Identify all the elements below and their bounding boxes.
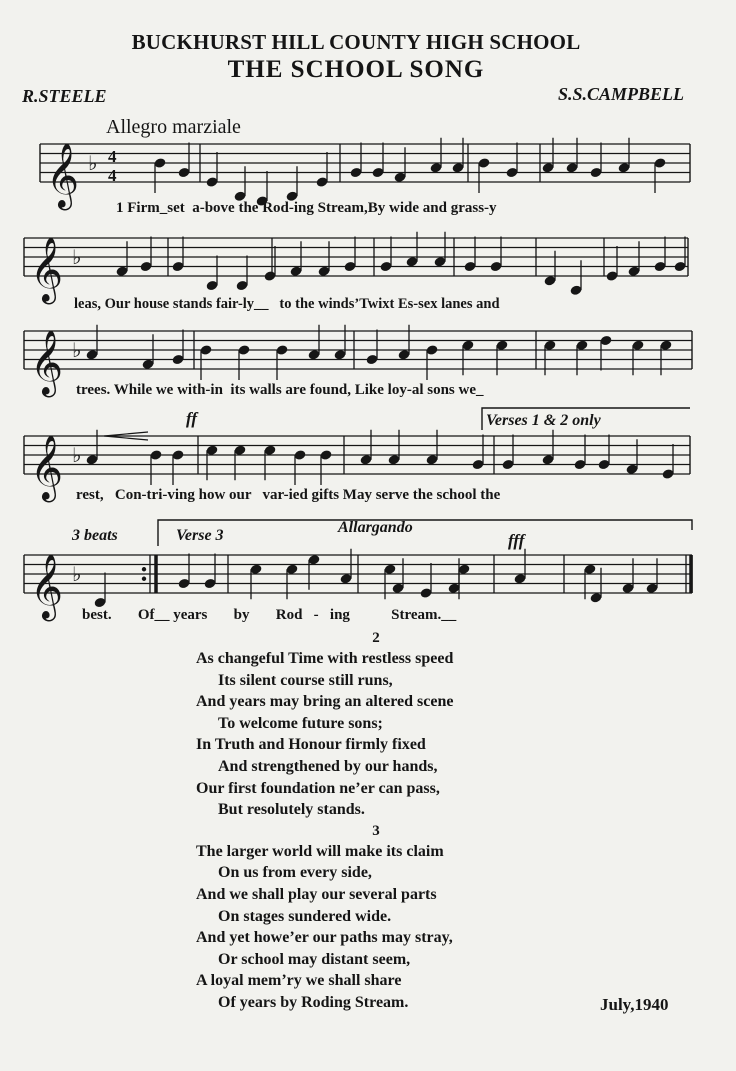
verse-3-label: Verse 3	[176, 527, 224, 544]
verse-line: Of years by Roding Stream.	[218, 993, 409, 1011]
school-name: BUCKHURST HILL COUNTY HIGH SCHOOL	[131, 30, 581, 54]
additional-verses	[196, 628, 556, 1014]
time-signature-top: 4	[108, 147, 117, 166]
treble-clef-icon: 𝄞	[30, 435, 64, 500]
lyrics-line: rest, Con-tri-ving how our var-ied gifts May serve the school the	[76, 487, 501, 503]
treble-clef-icon: 𝄞	[30, 554, 64, 619]
flat-key-signature-icon: ♭	[72, 337, 82, 362]
treble-clef-icon: 𝄞	[46, 143, 80, 208]
verse-line: And we shall play our several parts	[196, 885, 437, 903]
verse-line: Its silent course still runs,	[218, 671, 393, 689]
treble-clef-icon: 𝄞	[30, 330, 64, 395]
verse-line: And yet howe’er our paths may stray,	[196, 929, 453, 947]
volta-bracket-3	[158, 520, 692, 546]
lyrics-line: trees. While we with-in its walls are found, Like loy-al sons we_	[76, 382, 484, 398]
verses-1-2-label: Verses 1 & 2 only	[486, 412, 601, 429]
repeat-dot	[142, 567, 146, 571]
fortissimo-marking: ff	[186, 409, 198, 428]
verse-line: And strengthened by our hands,	[218, 757, 438, 775]
verse-line: On stages sundered wide.	[218, 907, 392, 925]
allargando-label: Allargando	[338, 519, 413, 536]
date: July,1940	[600, 995, 669, 1014]
lyrics-line: best. Of__ years by Rod - ing Stream.__	[82, 607, 457, 623]
flat-key-signature-icon: ♭	[88, 150, 98, 175]
lyrics-line: leas, Our house stands fair-ly__ to the winds’Twixt Es-sex lanes and	[74, 296, 500, 312]
verse-line: To welcome future sons;	[218, 714, 383, 732]
song-title: THE SCHOOL SONG	[227, 56, 485, 83]
verse-number: 2	[372, 630, 380, 646]
verse-number: 3	[372, 822, 380, 839]
lyrics-line: 1 Firm_set a-bove the Rod-ing Stream,By wide and grass-y	[116, 200, 497, 216]
verse-line: Our first foundation ne’er can pass,	[196, 779, 440, 797]
fortississimo-marking: fff	[508, 531, 525, 550]
verse-line: But resolutely stands.	[218, 801, 365, 819]
verse-line: Or school may distant seem,	[218, 950, 411, 968]
flat-key-signature-icon: ♭	[72, 244, 82, 269]
repeat-dot	[142, 577, 146, 581]
three-beats-label: 3 beats	[72, 527, 118, 544]
flat-key-signature-icon: ♭	[72, 442, 82, 467]
words-by: R.STEELE	[22, 86, 107, 106]
tempo-marking: Allegro marziale	[106, 116, 241, 138]
verse-line: On us from every side,	[218, 864, 372, 882]
music-by: S.S.CAMPBELL	[557, 84, 684, 104]
verse-line: As changeful Time with restless speed	[196, 650, 454, 667]
verse-line: The larger world will make its claim	[196, 842, 444, 860]
verse-line: A loyal mem’ry we shall share	[196, 972, 402, 990]
verse-line: And years may bring an altered scene	[196, 693, 454, 711]
flat-key-signature-icon: ♭	[72, 561, 82, 586]
treble-clef-icon: 𝄞	[30, 237, 64, 302]
time-signature-bottom: 4	[108, 166, 117, 185]
verse-line: In Truth and Honour firmly fixed	[196, 736, 426, 754]
